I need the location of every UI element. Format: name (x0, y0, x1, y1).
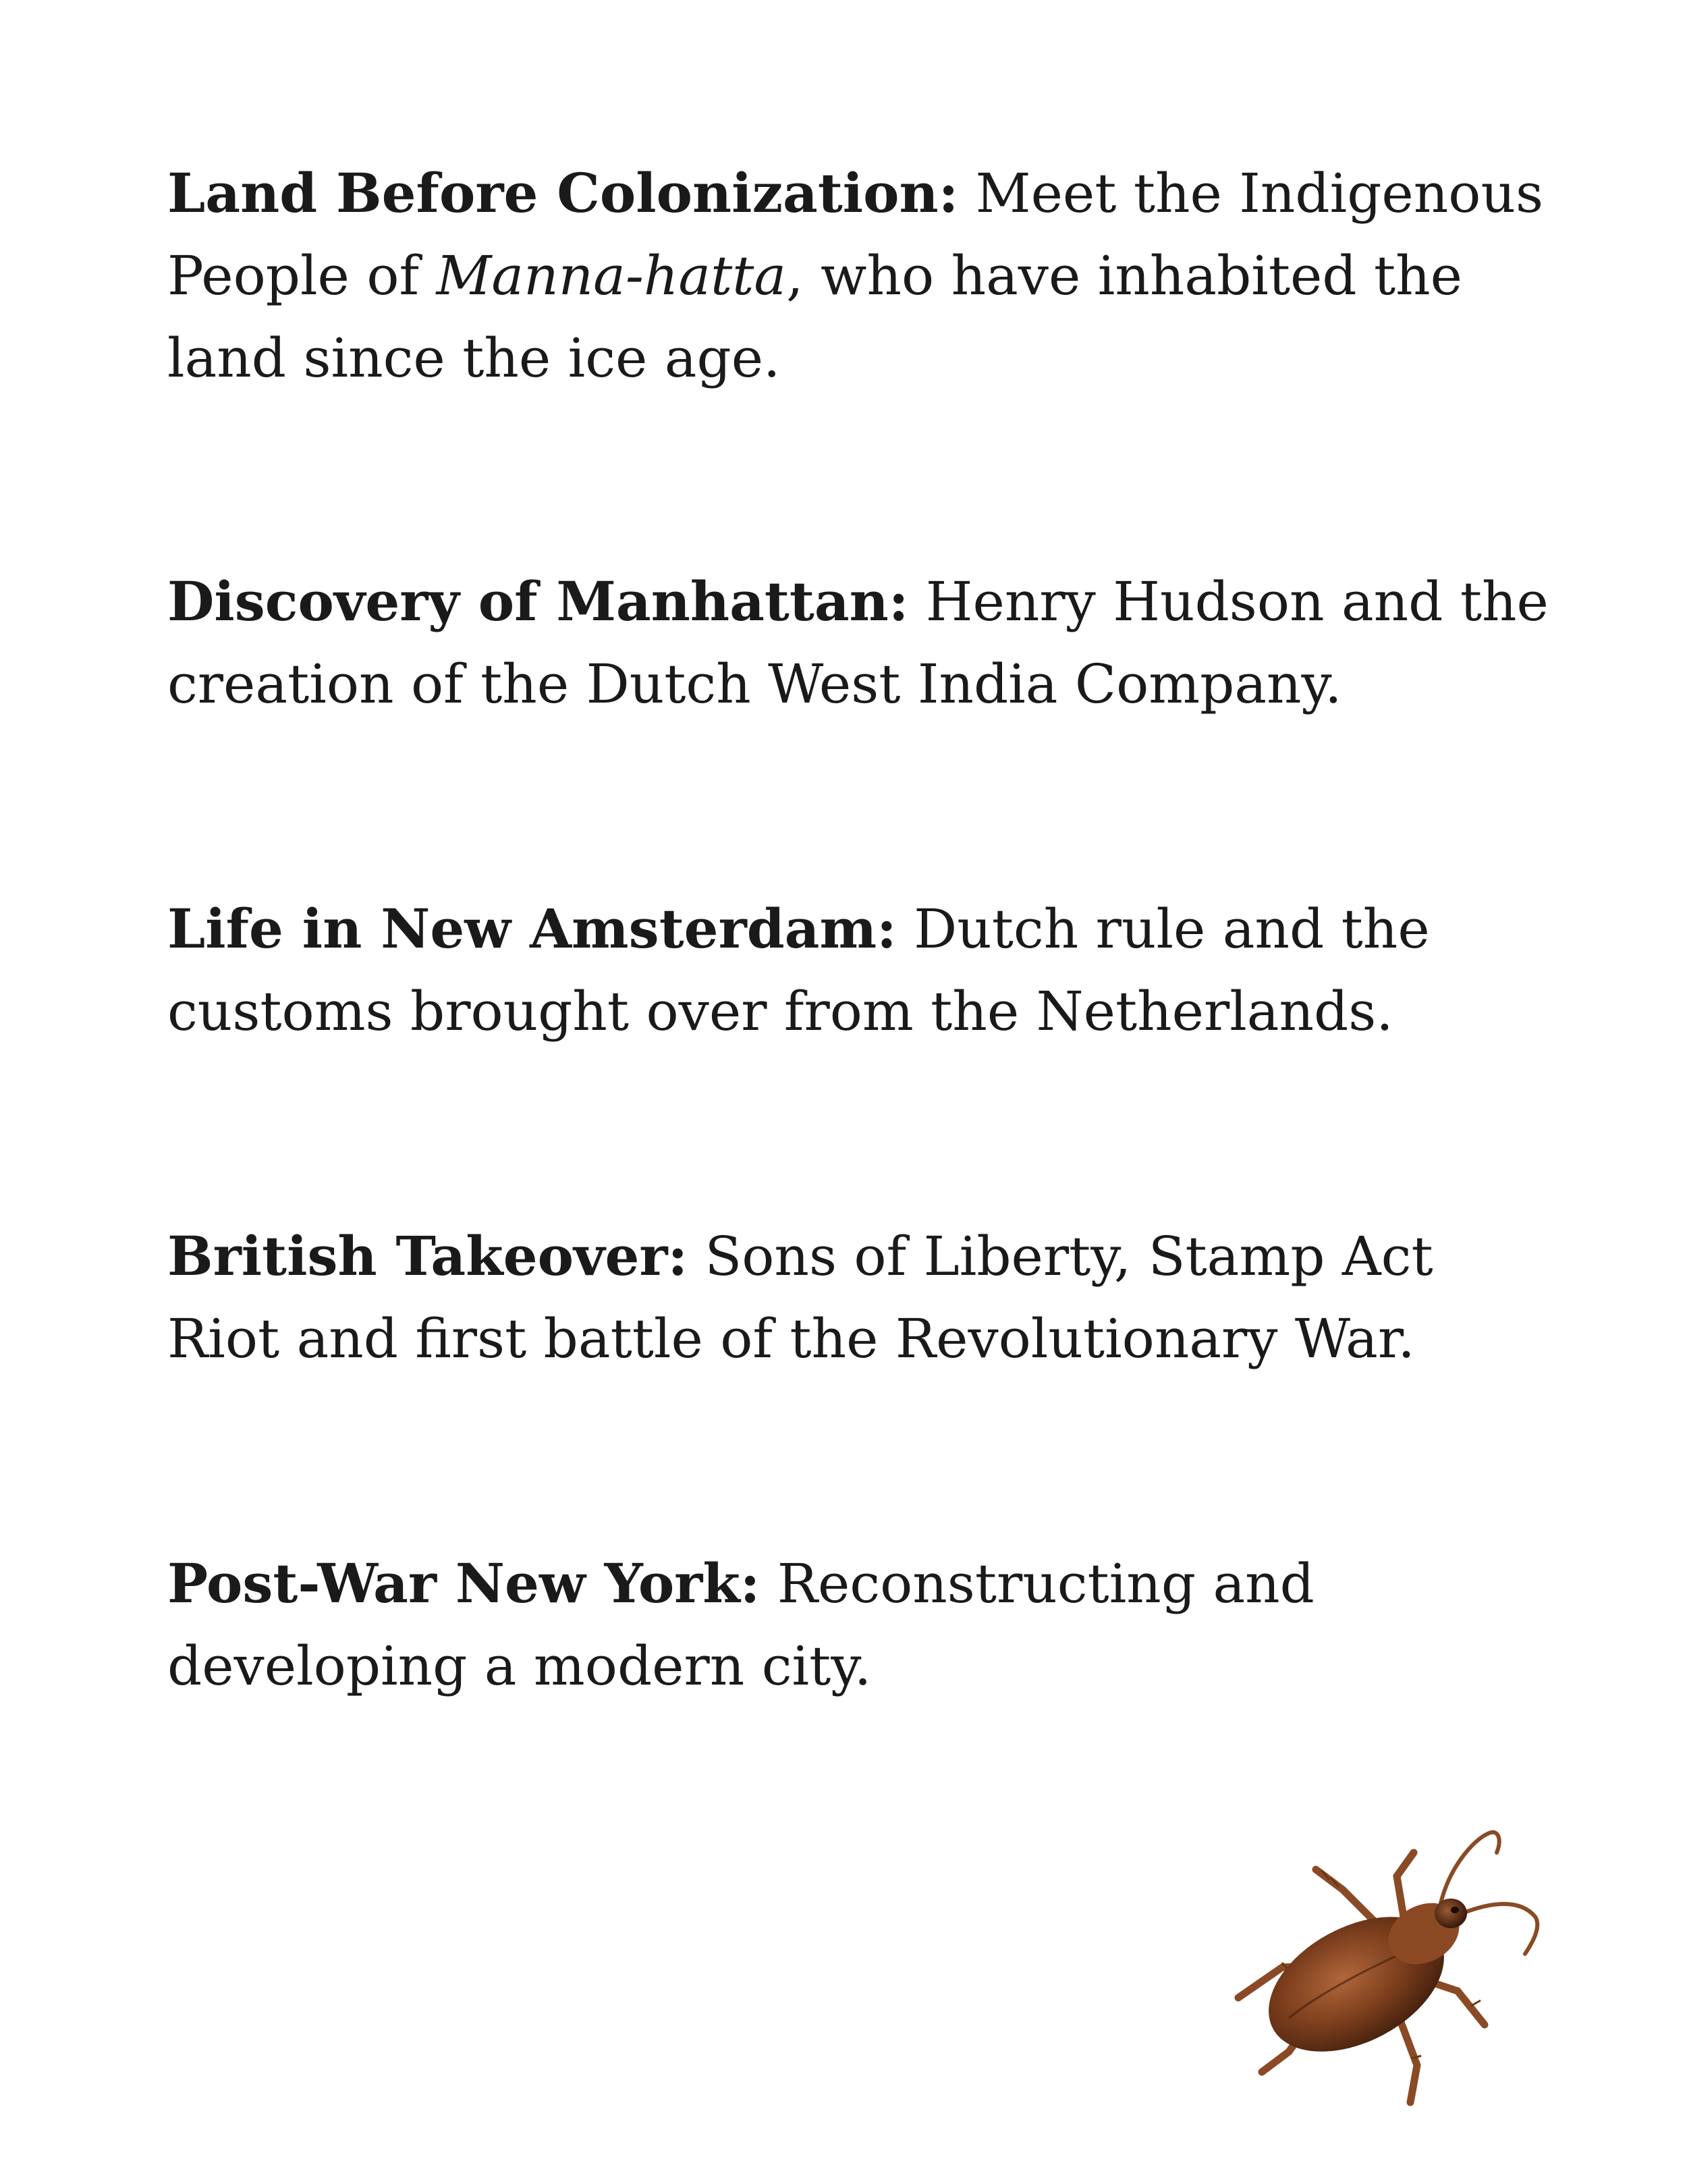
entry-text: , who have inhabited the land since the ice age. (167, 244, 1463, 389)
entry-life-in-new-amsterdam (167, 888, 1551, 1053)
entry-italic-term: Manna-hatta (436, 244, 787, 307)
entry-land-before-colonization (167, 152, 1551, 400)
entry-discovery-of-manhattan (167, 560, 1551, 726)
entry-text: Henry Hudson and the creation of the Dutch West India Company. (167, 570, 1549, 715)
entry-text: Dutch rule and the customs brought over from the Netherlands. (167, 898, 1430, 1043)
entry-heading: Post-War New York: (167, 1552, 760, 1615)
entry-text: Meet the Indigenous People of (167, 162, 1544, 307)
entry-text: Sons of Liberty, Stamp Act Riot and first battle of the Revolutionary War. (167, 1225, 1433, 1370)
cockroach-icon (1174, 1822, 1552, 2119)
entry-heading: Land Before Colonization: (167, 161, 959, 225)
entry-british-takeover (167, 1215, 1551, 1380)
entry-post-war-new-york (167, 1542, 1551, 1708)
entry-heading: Life in New Amsterdam: (167, 897, 897, 960)
entry-heading: British Takeover: (167, 1224, 688, 1288)
entry-text: Reconstructing and developing a modern city. (167, 1552, 1315, 1697)
entry-heading: Discovery of Manhattan: (167, 570, 909, 633)
